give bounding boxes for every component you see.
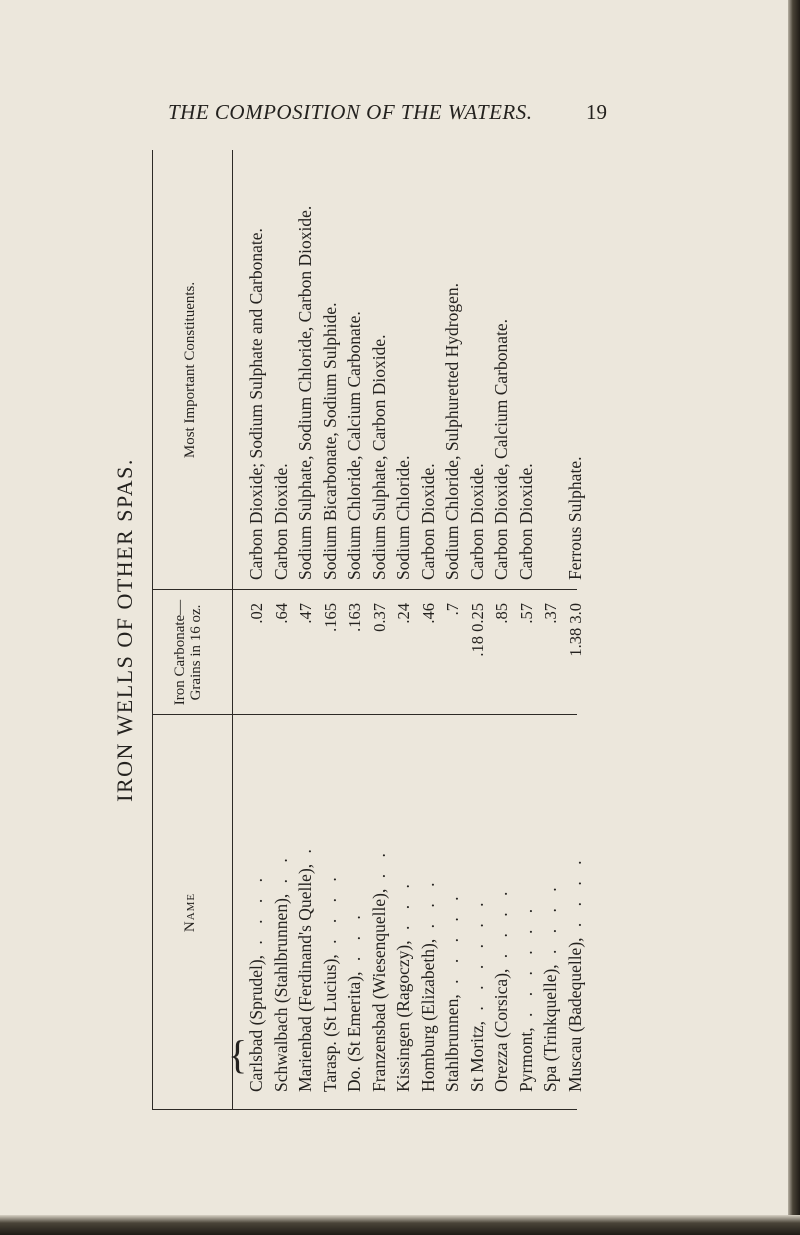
row-iron-value: .02 [247, 603, 266, 624]
header-iron-line1: Iron Carbonate— [172, 599, 188, 706]
page-edge-right [788, 0, 800, 1235]
leader-dots: . . . . [246, 871, 266, 955]
row-constituents: Sodium Sulphate, Sodium Chloride, Carbon Dioxide. [295, 205, 315, 580]
leader-dots: . . . [344, 909, 364, 972]
leader-dots: . [295, 843, 315, 864]
table-top-rule [152, 150, 153, 1110]
row-name [293, 843, 318, 1092]
row-name [367, 847, 392, 1092]
row-name [465, 897, 490, 1092]
row-iron-value: .64 [271, 603, 291, 624]
leader-dots: . . . . [319, 871, 340, 955]
table-frame [152, 150, 585, 1110]
row-name [489, 886, 514, 1092]
row-name-text: Spa (Trinkquelle), [540, 964, 560, 1092]
table-heading: IRON WELLS OF OTHER SPAS. [112, 458, 137, 802]
row-name [416, 877, 441, 1093]
row-name [244, 872, 269, 1092]
leader-dots: . . . . . [442, 890, 462, 995]
row-name-text: Muscau (Badequelle), [564, 937, 585, 1092]
leader-dots: . . . . [491, 885, 511, 969]
row-name [318, 871, 343, 1092]
row-iron-value: .7 [443, 603, 462, 616]
row-name-text: Franzensbad (Wiesenquelle), [368, 888, 389, 1092]
row-constituents: Carbon Dioxide. [270, 463, 291, 580]
header-name: Name [182, 892, 198, 933]
header-iron-line2: Grains in 16 oz. [188, 604, 204, 701]
row-constituents: Sodium Chloride, Sulphuretted Hydrogen. [442, 283, 462, 580]
row-iron-value: .24 [394, 603, 413, 624]
row-name-text: Orezza (Corsica), [491, 968, 511, 1092]
row-constituents: Sodium Chloride, Calcium Carbonate. [344, 311, 364, 580]
row-name [269, 852, 294, 1092]
brace-mark: { [228, 1032, 248, 1077]
row-name-text: Kissingen (Ragoczy), [393, 940, 413, 1092]
running-title: THE COMPOSITION OF THE WATERS. [168, 100, 533, 124]
row-iron-value: .37 [541, 603, 560, 624]
leader-dots: . . [270, 852, 291, 894]
row-name [514, 903, 539, 1092]
row-constituents: Sodium Chloride. [393, 455, 413, 580]
leader-dots: . . . . . . [515, 902, 536, 1028]
row-name-text: Tarasp. (St Lucius), [319, 954, 340, 1092]
row-name [342, 909, 367, 1092]
table-header-rule [232, 150, 233, 1110]
row-name [440, 891, 465, 1092]
row-constituents: Carbon Dioxide. [417, 463, 438, 580]
row-iron-value: .165 [320, 603, 340, 632]
row-name-text: Do. (St Emerita), [344, 971, 364, 1092]
row-constituents: Carbon Dioxide. [466, 463, 487, 580]
leader-dots: . . . . . . [466, 896, 487, 1022]
row-iron-value: .163 [345, 603, 364, 632]
row-constituents: Ferrous Sulphate. [564, 456, 585, 580]
row-iron-value: 1.38 3.0 [565, 603, 585, 657]
page-number: 19 [586, 100, 607, 124]
row-name [391, 878, 416, 1092]
row-name [563, 854, 588, 1092]
header-constituents: Most Important Constituents. [182, 281, 198, 459]
row-name-text: St Moritz, [466, 1021, 487, 1092]
leader-dots: . . . [393, 878, 413, 941]
row-iron-value: .85 [492, 603, 511, 624]
row-name [538, 881, 563, 1092]
column-divider-2 [152, 589, 577, 590]
row-name-text: Carlsbad (Sprudel), [246, 954, 266, 1092]
row-iron-value: .47 [296, 603, 315, 624]
row-name-text: Stahlbrunnen, [442, 994, 462, 1092]
leader-dots: . . [368, 847, 389, 889]
row-constituents: Sodium Bicarbonate, Sodium Sulphide. [319, 302, 340, 580]
row-constituents: Carbon Dioxide. [515, 463, 536, 580]
table-left-rule [152, 1109, 577, 1110]
header-iron [172, 590, 204, 715]
row-name-text: Marienbad (Ferdinand's Quelle), [295, 863, 315, 1092]
rotated-table [112, 150, 585, 1110]
row-iron-value: .18 0.25 [467, 603, 487, 657]
row-iron-value: 0.37 [369, 603, 389, 632]
leader-dots: . . . . [540, 881, 560, 965]
row-constituents: Carbon Dioxide, Calcium Carbonate. [491, 319, 511, 580]
page-edge-bottom [0, 1215, 800, 1235]
row-iron-value: .46 [418, 603, 438, 624]
running-head [0, 98, 800, 138]
row-name-text: Schwalbach (Stahlbrunnen), [270, 893, 291, 1092]
leader-dots: . . . [417, 876, 438, 939]
row-constituents: Carbon Dioxide; Sodium Sulphate and Carbonate. [246, 228, 266, 580]
leader-dots: . . . . [564, 854, 585, 938]
row-name-text: Homburg (Elizabeth), [417, 938, 438, 1092]
row-constituents: Sodium Sulphate, Carbon Dioxide. [368, 334, 389, 580]
row-name-text: Pyrmont, [515, 1027, 536, 1092]
row-iron-value: .57 [516, 603, 536, 624]
